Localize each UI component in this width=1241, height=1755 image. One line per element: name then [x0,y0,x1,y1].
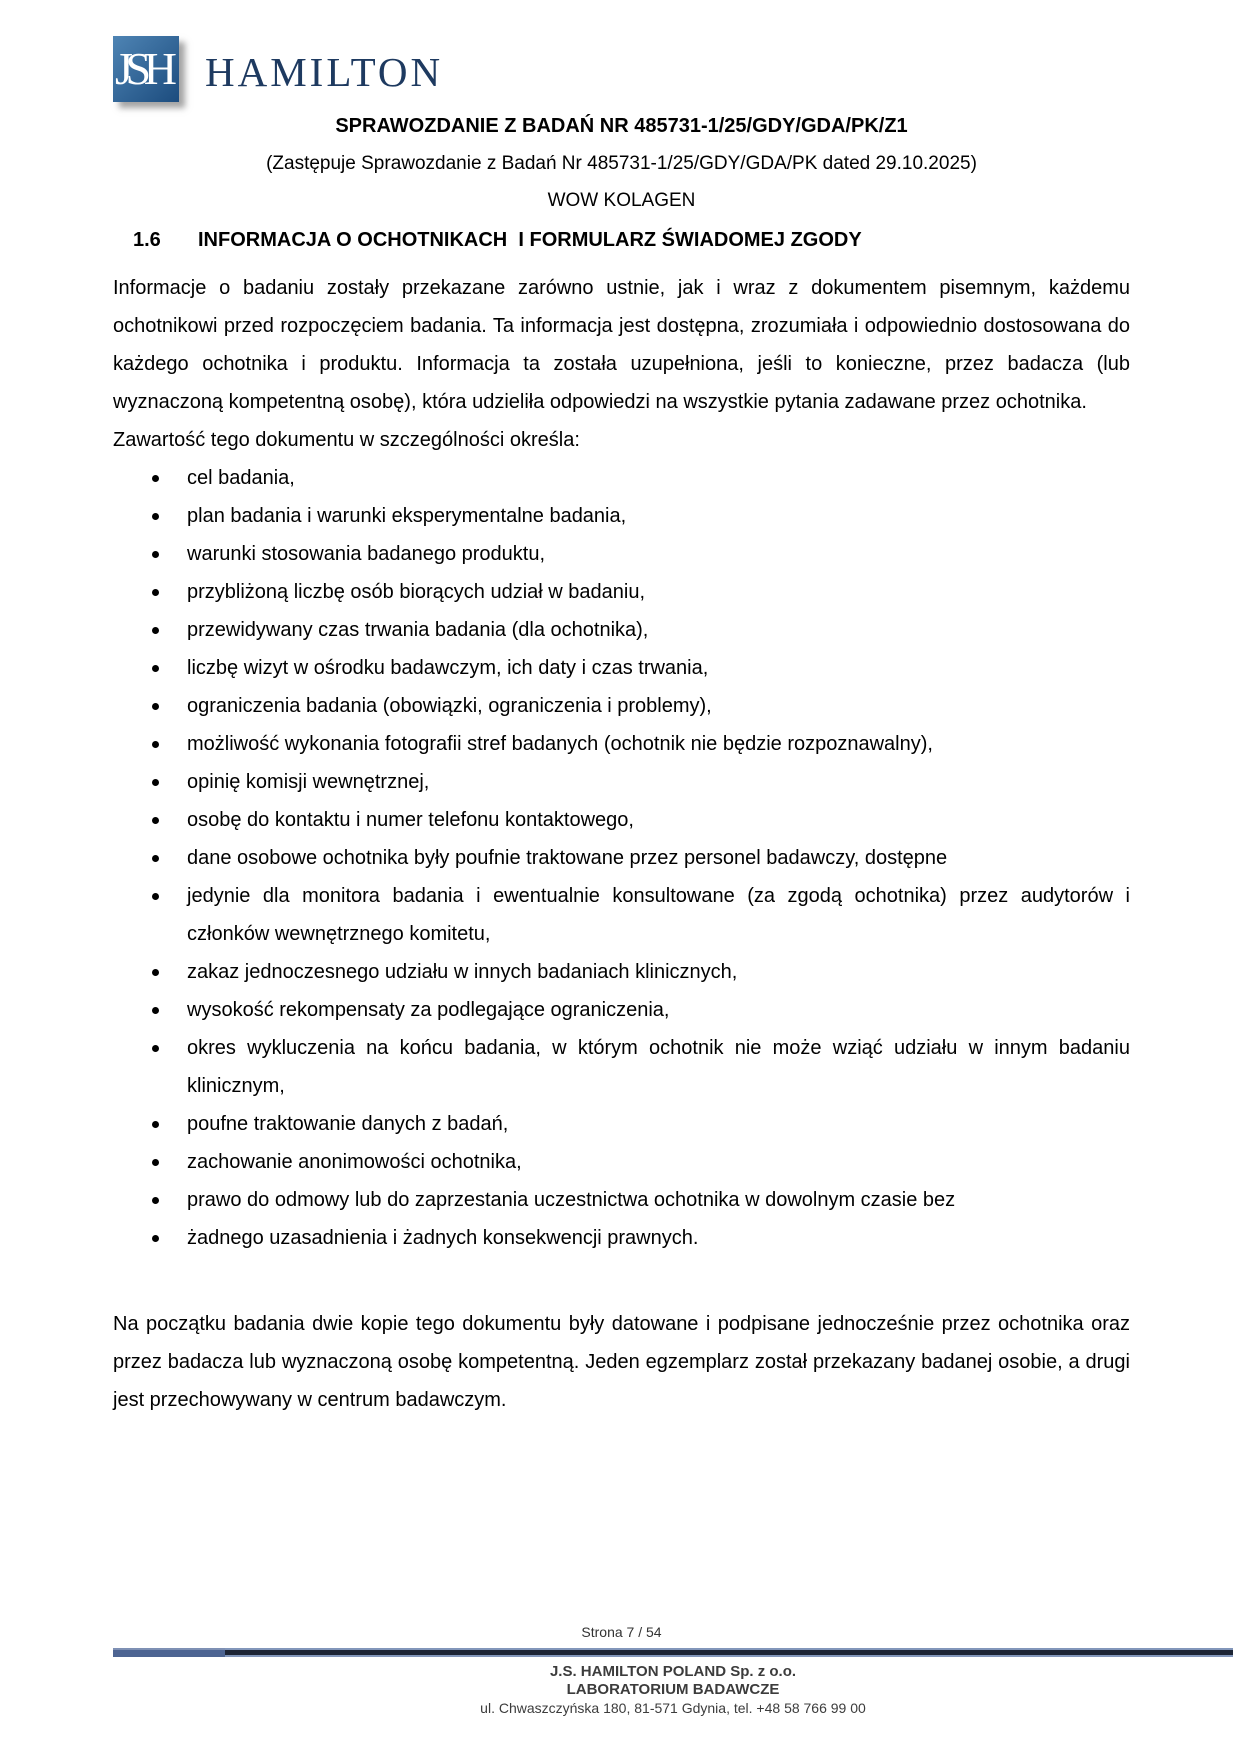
bullet-icon [152,459,187,497]
list-item [113,1143,1130,1181]
list-item [113,763,1130,801]
bullet-icon [152,877,187,953]
bullet-icon [152,1181,187,1219]
bullet-icon [152,1143,187,1181]
list-item [113,497,1130,535]
list-item [113,459,1130,497]
section-number: 1.6 [133,229,161,251]
brand-name: HAMILTON [205,48,444,95]
list-item [113,1219,1130,1257]
list-item-text: żadnego uzasadnienia i żadnych konsekwencji prawnych. [187,1227,699,1249]
page-number: Strona 7 / 54 [581,1624,662,1640]
list-item-text: przewidywany czas trwania badania (dla ochotnika), [187,619,649,641]
bullet-icon [152,1029,187,1105]
list-item [113,649,1130,687]
intro-paragraph: Informacje o badaniu zostały przekazane zarówno ustnie, jak i wraz z dokumentem pisemnym, każdemu ochotnikowi przed rozpoczęciem badania. Ta informacja jest dostępna, zrozumiała i odpowiednio dostosowana do każdego ochotnika i produktu. Informacja ta została uzupełniona, jeśli to konieczne, przez badacza (lub wyznaczoną kompetentną osobę), która udzieliła odpowiedzi na wszystkie pytania zadawane przez ochotnika. [113,277,1130,413]
bullet-icon [152,839,187,877]
list-item [113,801,1130,839]
footer-bar-accent [113,1648,225,1657]
consent-topics-list [113,459,1130,1257]
report-title: SPRAWOZDANIE Z BADAŃ NR 485731-1/25/GDY/GDA/PK/Z1 [335,115,908,137]
list-item [113,1029,1130,1105]
bullet-icon [152,535,187,573]
section-title: INFORMACJA O OCHOTNIKACH I FORMULARZ ŚWIADOMEJ ZGODY [198,229,862,251]
list-item-text: ograniczenia badania (obowiązki, ograniczenia i problemy), [187,695,712,717]
jsh-logo-icon [113,36,179,102]
list-item-text: jedynie dla monitora badania i ewentualnie konsultowane (za zgodą ochotnika) przez audytorów i członków wewnętrznego komitetu, [187,885,1130,945]
list-item [113,953,1130,991]
bullet-icon [152,953,187,991]
list-item [113,839,1130,877]
list-item [113,611,1130,649]
bullet-icon [152,763,187,801]
list-item [113,573,1130,611]
list-item-text: opinię komisji wewnętrznej, [187,771,430,793]
list-item-text: cel badania, [187,467,295,489]
list-item [113,991,1130,1029]
report-subtitle: (Zastępuje Sprawozdanie z Badań Nr 485731-1/25/GDY/GDA/PK dated 29.10.2025) [266,153,977,174]
company-logo [113,0,1241,102]
list-item-text: plan badania i warunki eksperymentalne badania, [187,505,627,527]
list-item [113,1105,1130,1143]
bullet-icon [152,991,187,1029]
footer-info [113,1663,1233,1717]
list-item-text: dane osobowe ochotnika były poufnie traktowane przez personel badawczy, dostępne [187,847,948,869]
bullet-icon [152,1105,187,1143]
list-item-text: warunki stosowania badanego produktu, [187,543,546,565]
list-item-text: możliwość wykonania fotografii stref badanych (ochotnik nie będzie rozpoznawalny), [187,733,933,755]
footer-divider-bar [113,1648,1233,1657]
bullet-icon [152,573,187,611]
list-item-text: wysokość rekompensaty za podlegające ograniczenia, [187,999,670,1021]
list-item-text: zakaz jednoczesnego udziału w innych badaniach klinicznych, [187,961,738,983]
list-item [113,687,1130,725]
list-item-text: liczbę wizyt w ośrodku badawczym, ich daty i czas trwania, [187,657,709,679]
footer-lab-name: LABORATORIUM BADAWCZE [566,1681,780,1698]
product-name: WOW KOLAGEN [547,190,696,211]
footer-bar-main [225,1648,1233,1657]
list-item [113,877,1130,953]
list-item [113,1181,1130,1219]
closing-paragraph: Na początku badania dwie kopie tego dokumentu były datowane i podpisane jednocześnie przez ochotnika oraz przez badacza lub wyznaczoną osobę kompetentną. Jeden egzemplarz został przekazany badanej osobie, a drugi jest przechowywany w centrum badawczym. [113,1313,1130,1411]
list-item-text: osobę do kontaktu i numer telefonu kontaktowego, [187,809,634,831]
bullet-icon [152,1219,187,1257]
bullet-icon [152,801,187,839]
bullet-icon [152,649,187,687]
list-item [113,725,1130,763]
bullet-icon [152,497,187,535]
list-item-text: poufne traktowanie danych z badań, [187,1113,509,1135]
list-intro: Zawartość tego dokumentu w szczególności określa: [113,429,580,451]
bullet-icon [152,611,187,649]
jsh-monogram: JSH [115,43,170,94]
list-item-text: prawo do odmowy lub do zaprzestania uczestnictwa ochotnika w dowolnym czasie bez [187,1189,956,1211]
list-item-text: zachowanie anonimowości ochotnika, [187,1151,522,1173]
footer-address: ul. Chwaszczyńska 180, 81-571 Gdynia, tel. +48 58 766 99 00 [480,1700,866,1716]
section-heading [113,221,1130,259]
list-item-text: przybliżoną liczbę osób biorących udział w badaniu, [187,581,646,603]
bullet-icon [152,687,187,725]
bullet-icon [152,725,187,763]
list-item [113,535,1130,573]
footer-company-name: J.S. HAMILTON POLAND Sp. z o.o. [549,1663,797,1680]
report-header [113,108,1130,219]
list-item-text: okres wykluczenia na końcu badania, w którym ochotnik nie może wziąć udziału w innym badaniu klinicznym, [187,1037,1130,1097]
